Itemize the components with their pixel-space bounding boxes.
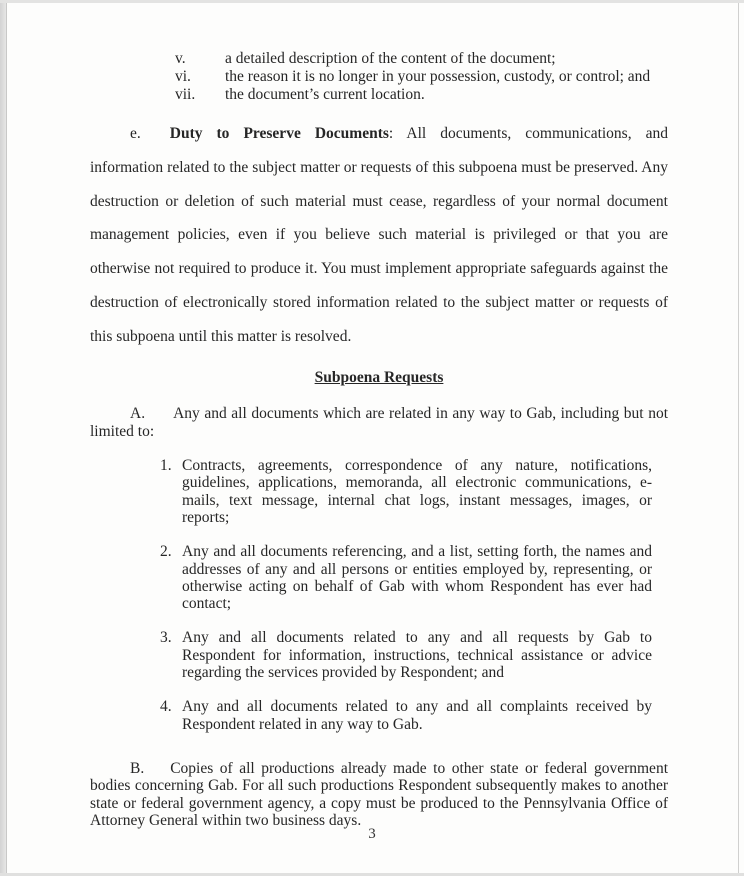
roman-text: the document’s current location.	[225, 86, 425, 103]
paragraph-request-a	[90, 405, 668, 440]
item-text: Any and all documents related to any and all requests by Gab to Respondent for information, instructions, technical assistance or advice regarding the services provided by Respondent; and	[182, 629, 652, 682]
item-number: 2.	[160, 543, 172, 561]
paragraph-e-marker: e.	[130, 125, 141, 142]
roman-item-vi	[175, 68, 668, 86]
list-item-1	[160, 457, 652, 526]
paragraph-e-body: : All documents, communications, and information related to the subject matter or requests of this subpoena must be preserved. Any destruction or deletion of such material must cease, regardless of your normal document management policies, even if you believe such material is privileged or that you are otherwise not required to produce it. You must implement appropriate safeguards against the destruction of electronically stored information related to the subject matter or requests of this subpoena until this matter is resolved.	[90, 125, 668, 345]
request-a-items	[90, 457, 668, 733]
section-heading-subpoena-requests: Subpoena Requests	[314, 369, 444, 387]
roman-marker: v.	[175, 50, 186, 67]
request-a-marker: A.	[130, 405, 146, 423]
item-number: 3.	[160, 629, 172, 647]
roman-marker: vi.	[175, 68, 191, 85]
paragraph-request-b	[90, 760, 668, 829]
document-page	[90, 50, 668, 845]
roman-item-vii	[175, 86, 668, 104]
paragraph-duty-to-preserve	[90, 117, 668, 354]
scan-edge-right	[738, 0, 744, 876]
item-text: Contracts, agreements, correspondence of any nature, notifications, guidelines, applications, memoranda, all electronic communications, e-mails, text message, internal chat logs, instant messages, images, or reports;	[182, 457, 652, 526]
roman-text: the reason it is no longer in your possession, custody, or control; and	[225, 68, 651, 85]
roman-item-v	[175, 50, 668, 68]
scan-edge-top	[0, 0, 744, 3]
scan-edge-left	[0, 0, 7, 876]
paragraph-e-bold-lead: Duty to Preserve Documents	[169, 125, 389, 142]
item-number: 4.	[160, 698, 172, 716]
list-item-2	[160, 543, 652, 612]
list-item-4	[160, 698, 652, 733]
request-b-text: Copies of all productions already made to other state or federal government bodies concerning Gab. For all such productions Respondent subsequently makes to another state or federal government agency, a copy must be produced to the Pennsylvania Office of Attorney General within two business days.	[90, 759, 668, 829]
list-item-3	[160, 629, 652, 681]
roman-sublist	[90, 50, 668, 104]
request-a-text: Any and all documents which are related in any way to Gab, including but not limited to:	[90, 405, 668, 440]
item-text: Any and all documents referencing, and a list, setting forth, the names and addresses of any and all persons or entities employed by, representing, or otherwise acting on behalf of Gab with whom Respondent has ever had contact;	[182, 543, 652, 613]
page-number: 3	[368, 826, 376, 842]
roman-marker: vii.	[175, 86, 196, 103]
item-number: 1.	[160, 457, 172, 475]
item-text: Any and all documents related to any and all complaints received by Respondent related in any way to Gab.	[182, 698, 652, 733]
request-b-marker: B.	[130, 759, 145, 777]
roman-text: a detailed description of the content of the document;	[225, 50, 556, 67]
